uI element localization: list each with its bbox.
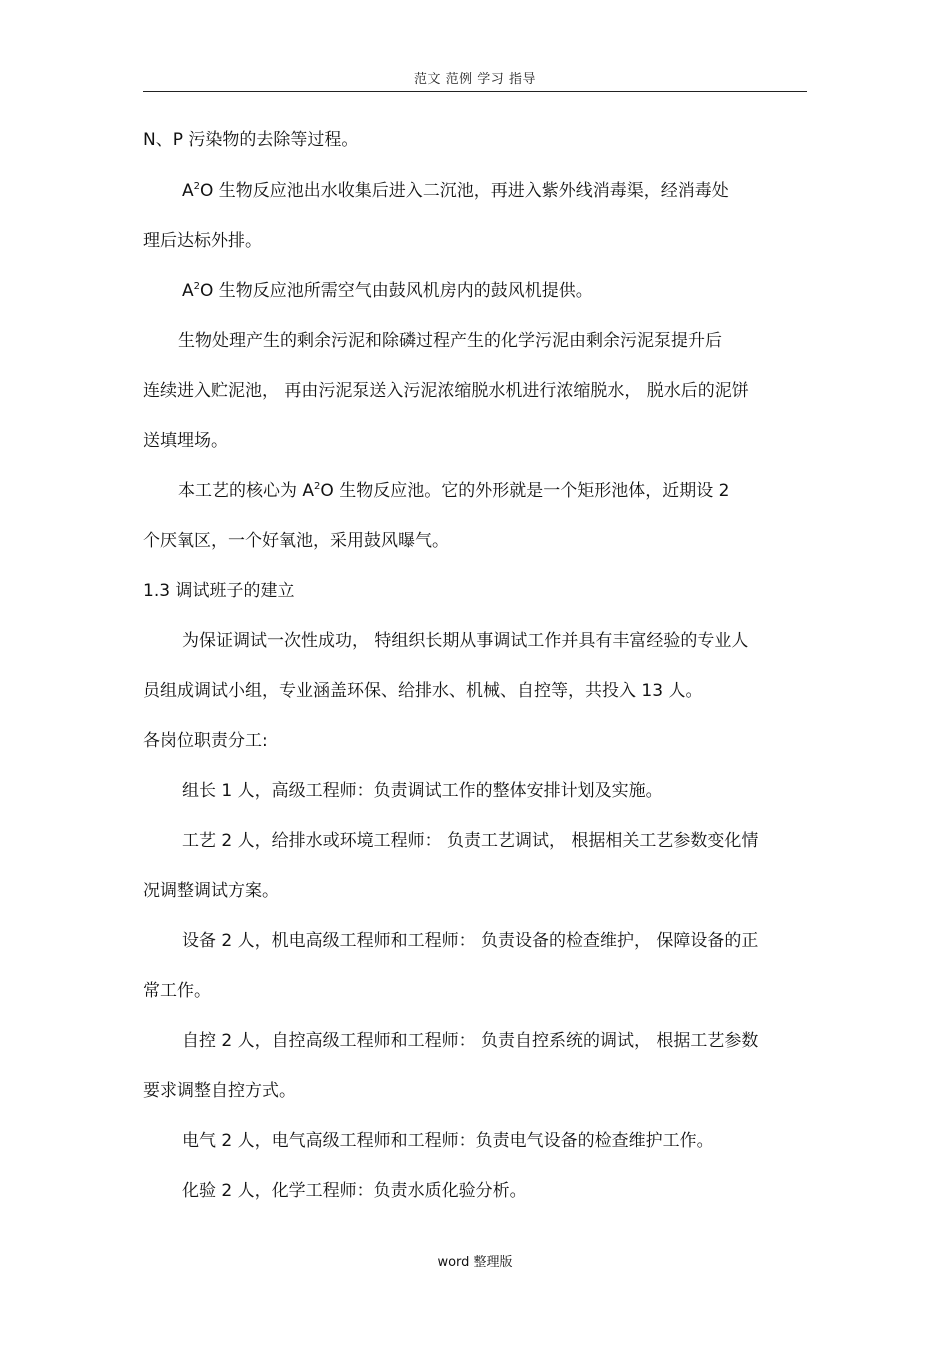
- paragraph-line: [178, 480, 729, 505]
- paragraph-line: 为保证调试一次性成功， 特组织长期从事调试工作并具有丰富经验的专业人: [182, 631, 749, 651]
- paragraph-line: 常工作。: [143, 981, 211, 1001]
- paragraph-line: 组长 1 人，高级工程师：负责调试工作的整体安排计划及实施。: [182, 781, 663, 801]
- text-run: O 生物反应池所需空气由鼓风机房内的鼓风机提供。: [200, 281, 593, 301]
- paragraph-line: 理后达标外排。: [143, 231, 262, 251]
- text-run: O 生物反应池。它的外形就是一个矩形池体，近期设 2: [320, 481, 730, 501]
- section-heading: 1.3 调试班子的建立: [143, 581, 295, 601]
- header-divider: [143, 91, 807, 92]
- paragraph-line: 自控 2 人，自控高级工程师和工程师： 负责自控系统的调试， 根据工艺参数: [182, 1031, 759, 1051]
- text-run: O 生物反应池出水收集后进入二沉池，再进入紫外线消毒渠，经消毒处: [200, 181, 729, 201]
- paragraph-line: 设备 2 人，机电高级工程师和工程师： 负责设备的检查维护， 保障设备的正: [182, 931, 759, 951]
- paragraph-line: 生物处理产生的剩余污泥和除磷过程产生的化学污泥由剩余污泥泵提升后: [178, 331, 722, 351]
- paragraph-line: [182, 280, 593, 305]
- superscript: 2: [193, 181, 201, 192]
- text-run: A: [182, 181, 194, 201]
- text-run: A: [182, 281, 194, 301]
- superscript: 2: [314, 481, 321, 492]
- paragraph-line: 化验 2 人，化学工程师：负责水质化验分析。: [182, 1181, 527, 1201]
- page-header: 范文 范例 学习 指导: [414, 72, 536, 87]
- paragraph-line: 工艺 2 人，给排水或环境工程师： 负责工艺调试， 根据相关工艺参数变化情: [182, 831, 759, 851]
- paragraph-line: 连续进入贮泥池， 再由污泥泵送入污泥浓缩脱水机进行浓缩脱水， 脱水后的泥饼: [143, 381, 749, 401]
- paragraph-line: 送填埋场。: [143, 431, 228, 451]
- paragraph-line: 要求调整自控方式。: [143, 1081, 296, 1101]
- text-run: 本工艺的核心为 A: [178, 481, 315, 501]
- paragraph-line: 各岗位职责分工:: [143, 731, 268, 751]
- paragraph-line: 员组成调试小组，专业涵盖环保、给排水、机械、自控等，共投入 13 人。: [143, 681, 703, 701]
- paragraph-line: N、P 污染物的去除等过程。: [143, 130, 359, 150]
- paragraph-line: 况调整调试方案。: [143, 881, 279, 901]
- superscript: 2: [193, 281, 201, 292]
- paragraph-line: [182, 180, 729, 205]
- paragraph-line: 电气 2 人，电气高级工程师和工程师：负责电气设备的检查维护工作。: [182, 1131, 714, 1151]
- paragraph-line: 个厌氧区，一个好氧池，采用鼓风曝气。: [143, 531, 449, 551]
- page-footer: word 整理版: [437, 1255, 513, 1270]
